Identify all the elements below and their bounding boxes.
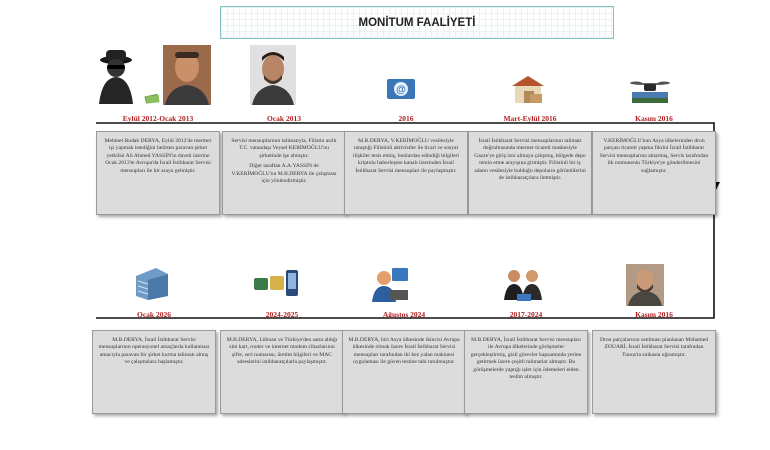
meeting-people-icon <box>504 266 544 302</box>
event-date: Eylül 2012-Ocak 2013 <box>122 114 194 123</box>
event-text: M.B.DERYA, biri Asya ülkesinde ikincisi Avrupa ülkesinde olmak üzere İsrail İstihbarat Servisi mensupları tarafından iki kez yalan makinesi uygulaması ile güven testine tabi tutulmuştur. <box>348 337 460 366</box>
event-text: M.B.DERYA, Lübnan ve Türkiye'den satın aldığı sim kart, router ve internet modem cihazlarının şifre, seri numarası, üretim bilgileri ve MAC adreslerini istihbaratçılarla paylaşmıştır. <box>226 337 338 366</box>
event-date: Ağustos 2024 <box>382 310 426 319</box>
event-date: Ocak 2013 <box>267 114 301 123</box>
event-date: Kasım 2016 <box>635 114 673 123</box>
drone-icon <box>630 78 670 104</box>
event-date: 2016 <box>398 114 414 123</box>
event-date: Kasım 2016 <box>635 310 673 319</box>
event-description <box>220 330 344 414</box>
spy-agent-icon <box>96 46 136 106</box>
person-photo-icon <box>250 45 296 105</box>
event-description <box>96 131 220 215</box>
event-text: İsrail İstihbarat Servisi mensuplarının talimatı doğrultusunda mermer ticareti maskesiyle Gazze'ye giriş izni almaya çalışmış, bölgede depo temin etme arayışına girmiştir. Filistinli bir iş adamı vesilesiyle bulduğu depoların görüntülerini de istihbaratçılara iletmiştir. <box>474 138 586 181</box>
svg-text:@: @ <box>396 84 406 96</box>
event-date: 2017-2024 <box>509 310 543 319</box>
event-description <box>464 330 588 414</box>
event-text: Diğer taraftan A.A.YASSIN de V.KERİMOĞLU'nu M.B.DERYA ile çalışması için yönlendirmiştir. <box>231 163 337 184</box>
event-description <box>92 330 216 414</box>
money-icon <box>144 92 160 104</box>
event-text: V.KERİMOĞLU'nun Asya ülkelerinden dron parçası ticareti yapma fikrini İsrail İstihbarat Servisi mensuplarına aktarmış, Servis tarafından ilk numunenin Türkiye'ye gönderilmesini sağlamıştır. <box>599 138 709 174</box>
event-text: Servisi mensuplarının talimatıyla, Filistin asıllı T.C. vatandaşı Veysel KERİMOĞLU'nu şirketinde işe almıştır. <box>231 138 337 159</box>
person-photo-icon <box>163 45 211 105</box>
event-description <box>222 131 346 215</box>
person-photo-icon <box>626 264 664 306</box>
email-icon <box>386 78 416 100</box>
event-date: 2024-2025 <box>265 310 299 319</box>
event-text: M.B.DERYA, İsrail İstihbarat Servisi mensupları ile Avrupa ülkelerinde görüşmeler gerçekleştirmiş, gizli görevler kapsamında yerine getirmek üzere çeşitli talimatlar almıştır. Bu görüşmelerde yaptığı işler için ödemeleri elden teslim almıştır. <box>470 337 582 380</box>
event-text: Mehmet Budak DERYA, Eylül 2012'de mermer işi yapmak istediğini belirten paravan şirket yetkilisi Ali Ahmed YASSİN'in daveti üzerine Ocak 2013'te Avrupa'da İsrail İstihbarat Servisi mensupları ile bir araya gelmiştir. <box>104 138 212 174</box>
event-description <box>592 330 716 414</box>
event-date: Mart-Eylül 2016 <box>503 114 557 123</box>
event-text: M.B.DERYA, İsrail İstihbarat Servisi mensuplarının operasyonel amaçlarda kullanması amacıyla paravan bir şirket kurma talimatı almış ve çalışmalara başlamıştır. <box>98 337 210 366</box>
sim-router-devices-icon <box>252 268 302 298</box>
event-description <box>344 131 468 215</box>
event-text: Dron parçalarının satılması planlanan Mohamed ZOUARİ, İsrail İstihbarat Servisi tarafından Tunus'ta suikasta uğramıştır. <box>599 337 709 358</box>
page-title: MONİTUM FAALİYETİ <box>358 16 476 29</box>
event-description <box>468 131 592 215</box>
building-icon <box>134 266 170 300</box>
event-text: M.B.DERYA, V.KERİMOĞLU vesilesiyle tanıştığı Filistinli aktivistler ile ticari ve sosyal ilişkiler tesis etmiş, bunlardan edindiği bilgileri kriptolu haberleşme kanalı üzerinden İsrail İstihbarat Servisi mensupları ile paylaşmıştır. <box>353 138 459 174</box>
event-description <box>342 330 466 414</box>
warehouse-icon <box>510 74 546 104</box>
lie-detector-icon <box>370 266 410 302</box>
event-date: Ocak 2026 <box>137 310 171 319</box>
event-description <box>592 131 716 215</box>
